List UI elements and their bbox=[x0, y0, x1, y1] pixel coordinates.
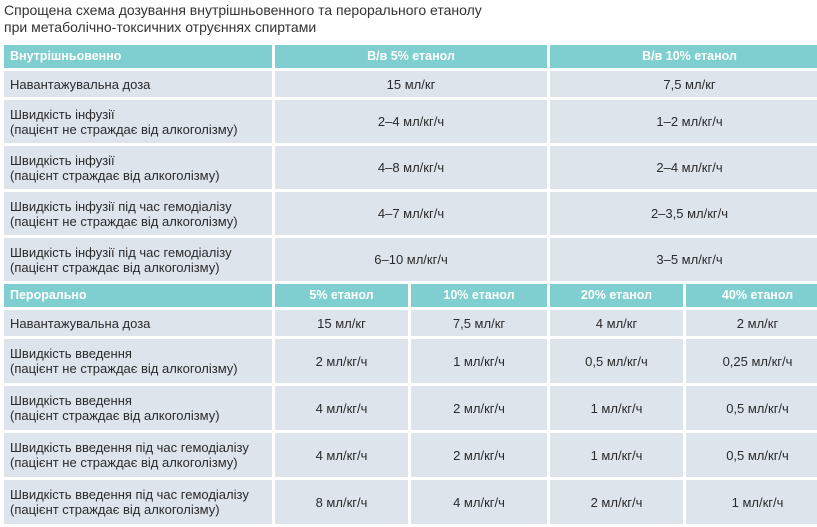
oral-section-label: Перорально bbox=[4, 284, 272, 307]
row-label-line-1: Навантажувальна доза bbox=[10, 315, 151, 331]
dose-value: 4 мл/кг/ч bbox=[275, 433, 408, 477]
dose-value: 6–10 мл/кг/ч bbox=[275, 238, 547, 281]
table-row bbox=[4, 386, 817, 430]
row-label bbox=[4, 310, 272, 336]
dosing-table bbox=[1, 42, 817, 527]
dose-value: 4 мл/кг/ч bbox=[275, 386, 408, 430]
dose-value: 2 мл/кг/ч bbox=[550, 480, 683, 524]
table-row bbox=[4, 480, 817, 524]
oral-col-header-2: 10% етанол bbox=[411, 284, 547, 307]
dose-value: 1 мл/кг/ч bbox=[550, 433, 683, 477]
row-label-line-1: Швидкість введення під час гемодіалізу bbox=[10, 487, 249, 502]
table-row bbox=[4, 310, 817, 336]
iv-header-row bbox=[4, 45, 817, 68]
dose-value: 0,5 мл/кг/ч bbox=[550, 339, 683, 383]
dose-value: 7,5 мл/кг bbox=[550, 71, 817, 97]
iv-col-header-10: В/в 10% етанол bbox=[550, 45, 817, 68]
dose-value: 2–4 мл/кг/ч bbox=[550, 146, 817, 189]
row-label-line-2: (пацієнт страждає від алкоголізму) bbox=[10, 167, 220, 183]
row-label-line-2: (пацієнт страждає від алкоголізму) bbox=[10, 259, 220, 275]
dose-value: 4–7 мл/кг/ч bbox=[275, 192, 547, 235]
iv-col-header-5: В/в 5% етанол bbox=[275, 45, 547, 68]
row-label-line-2: (пацієнт не страждає від алкоголізму) bbox=[10, 213, 238, 229]
row-label-line-2: (пацієнт страждає від алкоголізму) bbox=[10, 502, 220, 517]
dose-value: 3–5 мл/кг/ч bbox=[550, 238, 817, 281]
dose-value: 0,5 мл/кг/ч bbox=[686, 386, 817, 430]
table-row bbox=[4, 146, 817, 189]
dose-value: 1 мл/кг/ч bbox=[550, 386, 683, 430]
dose-value: 2 мл/кг bbox=[686, 310, 817, 336]
dose-value: 0,25 мл/кг/ч bbox=[686, 339, 817, 383]
table-row bbox=[4, 433, 817, 477]
dose-value: 8 мл/кг/ч bbox=[275, 480, 408, 524]
dose-value: 4 мл/кг/ч bbox=[411, 480, 547, 524]
dose-value: 2 мл/кг/ч bbox=[411, 386, 547, 430]
row-label-line-2: (пацієнт не страждає від алкоголізму) bbox=[10, 361, 238, 376]
row-label-line-1: Швидкість введення під час гемодіалізу bbox=[10, 440, 249, 455]
title-line-2: при метаболічно-токсичних отруєннях спиртами bbox=[4, 19, 317, 35]
dose-value: 2 мл/кг/ч bbox=[411, 433, 547, 477]
row-label-line-1: Швидкість інфузії bbox=[10, 152, 115, 168]
dose-value: 15 мл/кг bbox=[275, 310, 408, 336]
title-line-1: Спрощена схема дозування внутрішньовенного та перорального етанолу bbox=[4, 2, 482, 18]
row-label bbox=[4, 146, 272, 189]
dose-value: 15 мл/кг bbox=[275, 71, 547, 97]
oral-col-header-3: 20% етанол bbox=[550, 284, 683, 307]
dose-value: 2–4 мл/кг/ч bbox=[275, 100, 547, 143]
row-label-line-2: (пацієнт страждає від алкоголізму) bbox=[10, 408, 220, 423]
table-row bbox=[4, 238, 817, 281]
dose-value: 4–8 мл/кг/ч bbox=[275, 146, 547, 189]
row-label bbox=[4, 100, 272, 143]
row-label bbox=[4, 238, 272, 281]
oral-header-row bbox=[4, 284, 817, 307]
row-label-line-1: Швидкість інфузії під час гемодіалізу bbox=[10, 244, 232, 260]
row-label-line-1: Швидкість введення bbox=[10, 346, 132, 361]
dose-value: 7,5 мл/кг bbox=[411, 310, 547, 336]
row-label-line-1: Швидкість введення bbox=[10, 393, 132, 408]
row-label-line-2: (пацієнт не страждає від алкоголізму) bbox=[10, 455, 238, 470]
row-label bbox=[4, 192, 272, 235]
row-label bbox=[4, 339, 272, 383]
dose-value: 1–2 мл/кг/ч bbox=[550, 100, 817, 143]
row-label-line-1: Навантажувальна доза bbox=[10, 76, 151, 92]
oral-col-header-1: 5% етанол bbox=[275, 284, 408, 307]
table-row bbox=[4, 192, 817, 235]
row-label bbox=[4, 433, 272, 477]
dose-value: 1 мл/кг/ч bbox=[411, 339, 547, 383]
dose-value: 2–3,5 мл/кг/ч bbox=[550, 192, 817, 235]
row-label-line-1: Швидкість інфузії bbox=[10, 106, 115, 122]
table-row bbox=[4, 339, 817, 383]
row-label bbox=[4, 386, 272, 430]
dose-value: 4 мл/кг bbox=[550, 310, 683, 336]
dose-value: 2 мл/кг/ч bbox=[275, 339, 408, 383]
iv-section-label: Внутрішньовенно bbox=[4, 45, 272, 68]
row-label-line-1: Швидкість інфузії під час гемодіалізу bbox=[10, 198, 232, 214]
table-row bbox=[4, 71, 817, 97]
row-label bbox=[4, 71, 272, 97]
row-label bbox=[4, 480, 272, 524]
dose-value: 1 мл/кг/ч bbox=[686, 480, 817, 524]
row-label-line-2: (пацієнт не страждає від алкоголізму) bbox=[10, 121, 238, 137]
oral-col-header-4: 40% етанол bbox=[686, 284, 817, 307]
dose-value: 0,5 мл/кг/ч bbox=[686, 433, 817, 477]
page-title bbox=[4, 2, 482, 36]
table-row bbox=[4, 100, 817, 143]
